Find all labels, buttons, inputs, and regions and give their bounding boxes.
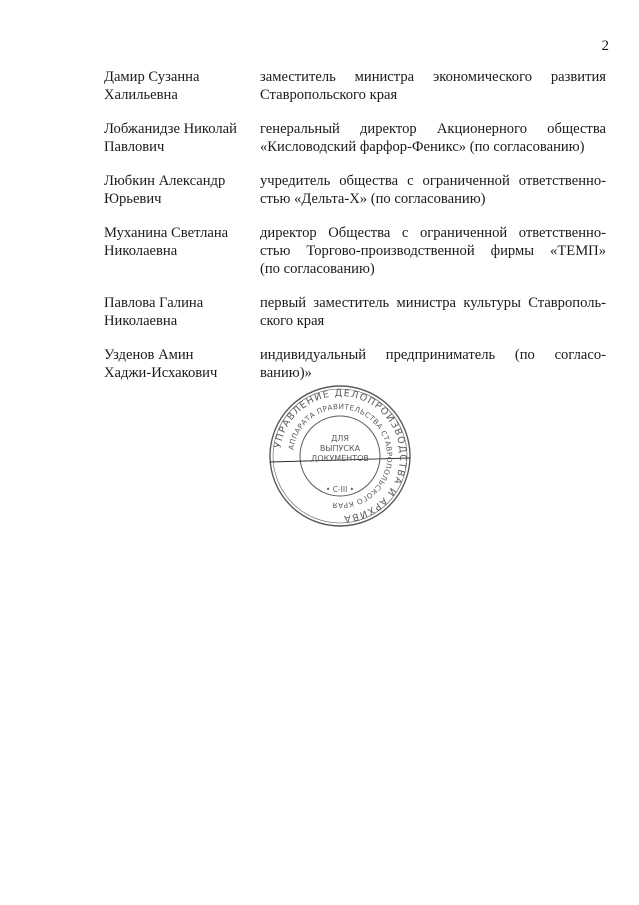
member-position-line: ского края xyxy=(260,313,325,329)
member-name-line: Дамир Сузанна xyxy=(104,69,200,85)
member-list xyxy=(104,68,606,398)
member-name xyxy=(104,172,260,208)
member-name-line: Павлович xyxy=(104,139,165,155)
member-position xyxy=(260,120,606,156)
member-position xyxy=(260,346,606,382)
member-name xyxy=(104,224,260,278)
member-name xyxy=(104,294,260,330)
member-name xyxy=(104,68,260,104)
member-position xyxy=(260,294,606,330)
seal-center-line: ДОКУМЕНТОВ xyxy=(311,454,369,463)
seal-center-line: ДЛЯ xyxy=(331,434,349,443)
list-item xyxy=(104,224,606,278)
member-name-line: Узденов Амин xyxy=(104,347,194,363)
list-item xyxy=(104,294,606,330)
page-number: 2 xyxy=(601,38,609,54)
member-name-line: Халильевна xyxy=(104,87,178,103)
seal-code: • С-III • xyxy=(325,485,355,494)
member-position-line: учредитель общества с ограниченной ответственно- xyxy=(260,173,606,189)
member-name-line: Лобжанидзе Николай xyxy=(104,121,237,137)
member-position-line: первый заместитель министра культуры Ставрополь- xyxy=(260,295,606,311)
seal-center-line: ВЫПУСКА xyxy=(319,444,361,453)
member-position-line: стью «Дельта-Х» (по согласованию) xyxy=(260,191,486,207)
member-position-line: Ставропольского края xyxy=(260,87,398,103)
member-position-line: (по согласованию) xyxy=(260,261,375,277)
seal-outer-text: УПРАВЛЕНИЕ ДЕЛОПРОИЗВОДСТВА И АРХИВА xyxy=(272,387,409,525)
list-item xyxy=(104,346,606,382)
member-position-line: «Кисловодский фарфор-Феникс» (по согласованию) xyxy=(260,139,585,155)
member-name xyxy=(104,120,260,156)
member-position-line: генеральный директор Акционерного общества xyxy=(260,121,606,137)
member-position-line: директор Общества с ограниченной ответственно- xyxy=(260,225,606,241)
member-name-line: Хаджи-Исхакович xyxy=(104,365,218,381)
member-name-line: Муханина Светлана xyxy=(104,225,229,241)
member-name xyxy=(104,346,260,382)
member-position-line: ванию)» xyxy=(260,365,312,381)
list-item xyxy=(104,68,606,104)
member-position xyxy=(260,68,606,104)
member-position-line: заместитель министра экономического развития xyxy=(260,69,606,85)
member-position-line: стью Торгово-производственной фирмы «ТЕМП» xyxy=(260,243,606,259)
member-name-line: Николаевна xyxy=(104,243,178,259)
seal-inner-text: АППАРАТА ПРАВИТЕЛЬСТВА СТАВРОПОЛЬСКОГО КРАЯ xyxy=(286,401,395,511)
member-name-line: Николаевна xyxy=(104,313,178,329)
member-name-line: Любкин Александр xyxy=(104,173,226,189)
member-name-line: Павлова Галина xyxy=(104,295,204,311)
member-name-line: Юрьевич xyxy=(104,191,162,207)
list-item xyxy=(104,172,606,208)
member-position-line: индивидуальный предприниматель (по согласо- xyxy=(260,347,606,363)
official-seal xyxy=(265,381,415,531)
member-position xyxy=(260,172,606,208)
list-item xyxy=(104,120,606,156)
member-position xyxy=(260,224,606,278)
